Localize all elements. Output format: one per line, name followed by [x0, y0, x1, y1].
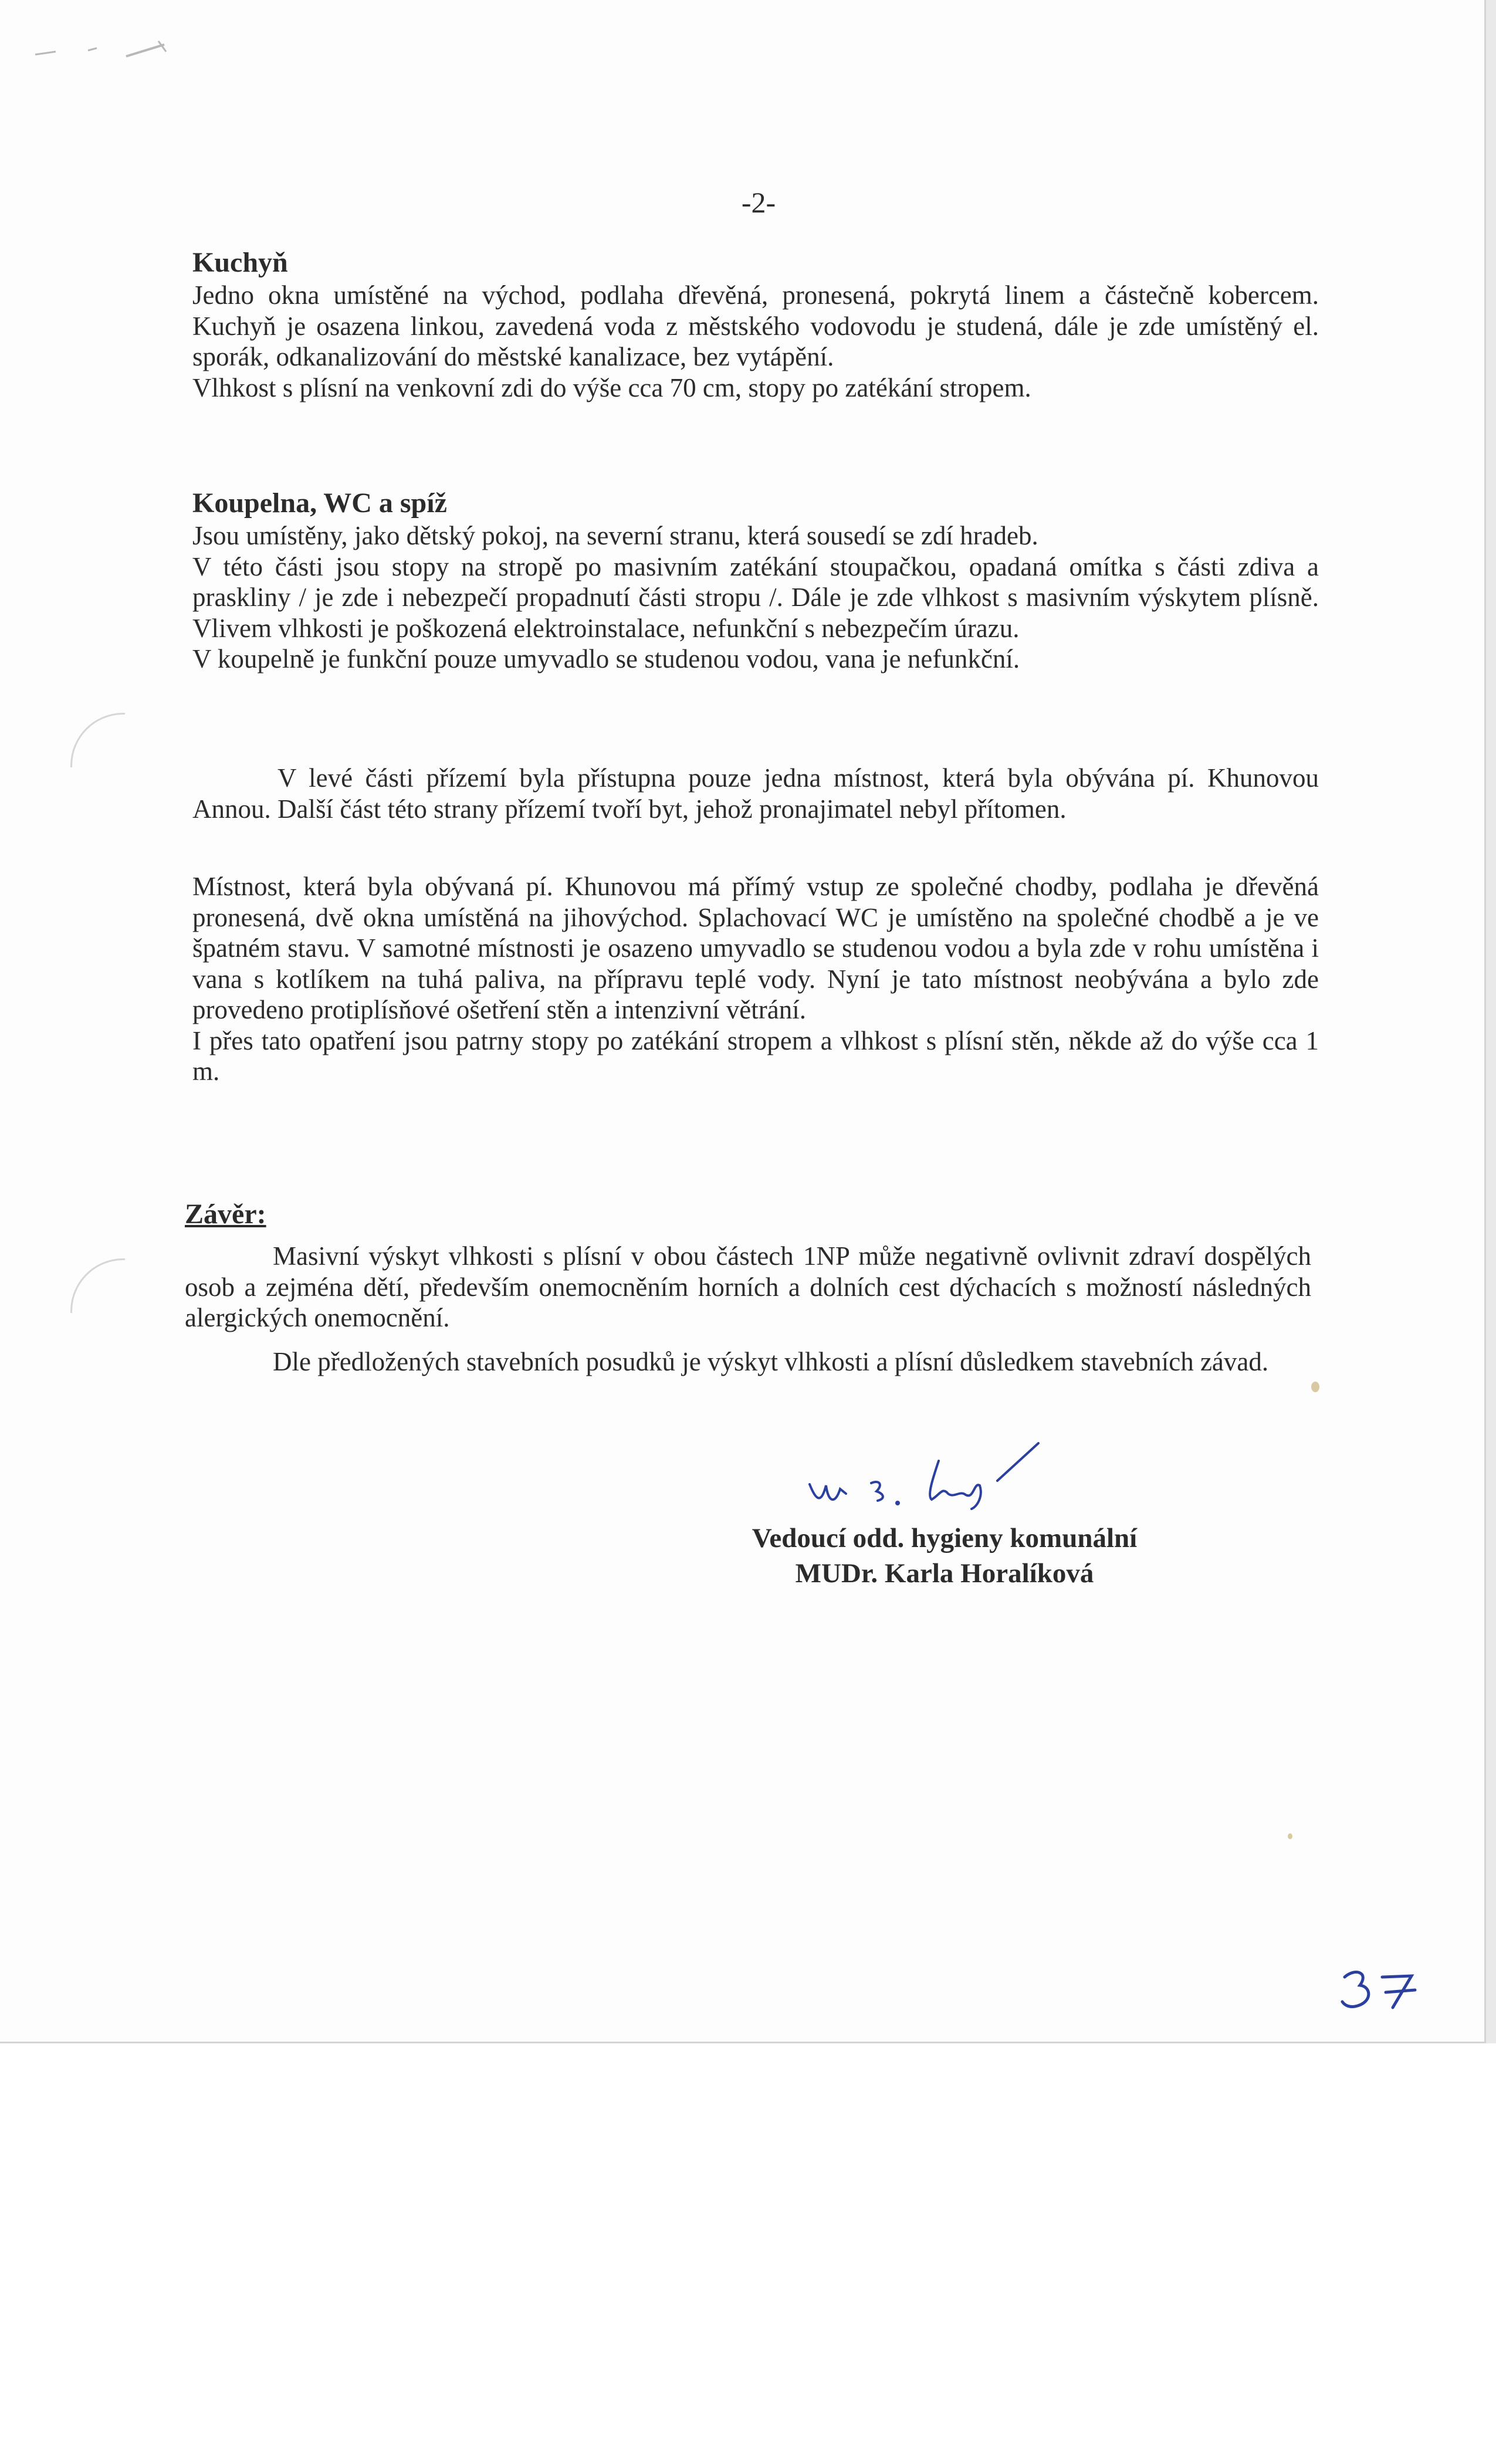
- scan-artifact-mark: [32, 34, 185, 69]
- handwritten-filing-number: [1332, 1959, 1426, 2018]
- paragraph-left-part: V levé části přízemí byla přístupna pouze jedna místnost, která byla obývána pí. Khunovou Annou. Další část této strany přízemí tvoří byt, jehož pronajimatel nebyl přítomen.: [192, 763, 1324, 824]
- section-heading-bathroom: Koupelna, WC a spíž: [192, 488, 447, 519]
- section-heading-kitchen: Kuchyň: [192, 247, 288, 278]
- page-number: -2-: [741, 186, 776, 219]
- paper-speck: [1311, 1382, 1319, 1392]
- punch-hole-mark: [70, 1258, 125, 1313]
- conclusion-paragraph-1: Masivní výskyt vlhkosti s plísní v obou částech 1NP může negativně ovlivnit zdraví dospělých osob a zejména dětí, především onemocněním horních a dolních cest dýchacích s možností následných alergických onemocnění.: [185, 1241, 1318, 1332]
- punch-hole-mark: [70, 713, 125, 767]
- section-text-kitchen: Jedno okna umístěné na východ, podlaha dřevěná, pronesená, pokrytá linem a částečně kobercem. Kuchyň je osazena linkou, zavedená voda z městského vodovodu je studená, dále je zde umístěný el. sporák, odkanalizování do městské kanalizace, bez vytápění. Vlhkost s plísní na venkovní zdi do výše cca 70 cm, stopy po zatékání stropem.: [192, 280, 1319, 402]
- signer-title: Vedoucí odd. hygieny komunální: [752, 1523, 1138, 1553]
- scan-margin: [0, 2043, 1496, 2464]
- paragraph-room: Místnost, která byla obývaná pí. Khunovou má přímý vstup ze společné chodby, podlaha je dřevěná pronesená, dvě okna umístěná na jihovýchod. Splachovací WC je umístěno na společné chodbě a je ve špatném stavu. V samotné místnosti je osazeno umyvadlo se studenou vodou a byla zde v rohu umístěna i vana s kotlíkem na tuhá paliva, na přípravu teplé vody. Nyní je tato místnost neobývána a bylo zde provedeno protiplísňové ošetření stěn a intenzivní větrání. I přes tato opatření jsou patrny stopy po zatékání stropem a vlhkost s plísní stěn, někde až do výše cca 1 m.: [192, 872, 1319, 1086]
- signer-name: MUDr. Karla Horalíková: [795, 1558, 1094, 1589]
- paper-speck: [1288, 1833, 1292, 1839]
- conclusion-paragraph-2: Dle předložených stavebních posudků je výskyt vlhkosti a plísní důsledkem stavebních závad.: [273, 1347, 1269, 1376]
- handwritten-signature: [804, 1437, 1085, 1519]
- section-text-bathroom: Jsou umístěny, jako dětský pokoj, na severní stranu, která sousedí se zdí hradeb. V této části jsou stopy na stropě po masivním zatékání stoupačkou, opadaná omítka s části zdiva a praskliny / je zde i nebezpečí propadnutí části stropu /. Dále je zde vlhkost s masivním výskytem plísně. Vlivem vlhkosti je poškozená elektroinstalace, nefunkční s nebezpečím úrazu. V koupelně je funkční pouze umyvadlo se studenou vodou, vana je nefunkční.: [192, 521, 1319, 673]
- conclusion-heading: Závěr:: [185, 1199, 266, 1230]
